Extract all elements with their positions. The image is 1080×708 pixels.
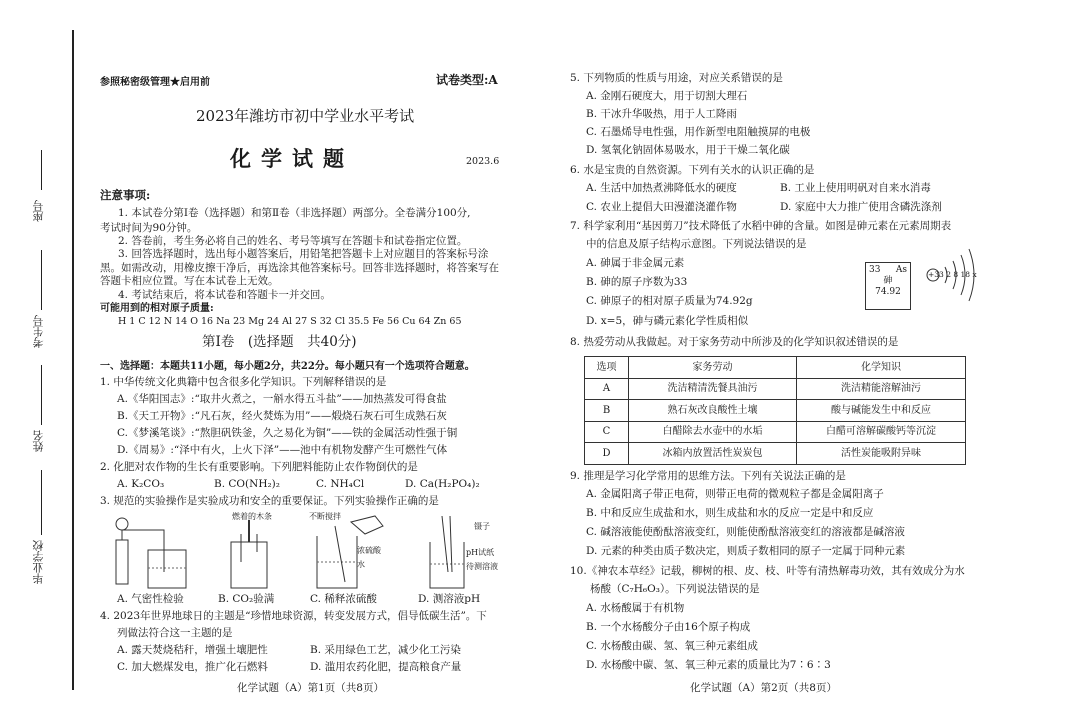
q4-stem-2: 列做法符合这一主题的是: [117, 627, 233, 639]
school-label: 毕业学校: [32, 540, 45, 584]
q9-option-b: B. 中和反应生成盐和水，则生成盐和水的反应一定是中和反应: [586, 507, 874, 519]
table-header: 家务劳动: [629, 357, 797, 379]
q7-stem-2: 中的信息及原子结构示意图。下列说法错误的是: [586, 238, 807, 250]
exam-no-blank: [41, 250, 42, 310]
footer-page-2: 化学试题（A）第2页（共8页）: [690, 682, 837, 694]
table-cell: 白醋除去水壶中的水垢: [629, 421, 797, 443]
table-cell: 洗洁精清洗餐具油污: [629, 378, 797, 400]
table-cell: B: [585, 400, 629, 422]
table-cell: 洗洁精能溶解油污: [797, 378, 966, 400]
table-cell: 熟石灰改良酸性土壤: [629, 400, 797, 422]
periodic-cell-arsenic: [865, 262, 911, 310]
label-stir: 不断搅拌: [309, 512, 341, 521]
q5-option-d: D. 氢氧化钠固体易吸水，用于干燥二氧化碳: [586, 144, 790, 156]
table-cell: 酸与碱能发生中和反应: [797, 400, 966, 422]
section-title: 第Ⅰ卷 (选择题 共40分): [202, 334, 357, 350]
q5-option-a: A. 金刚石硬度大，用于切割大理石: [586, 90, 748, 102]
q7-option-c: C. 砷原子的相对原子质量为74.92g: [586, 295, 753, 307]
q1-stem: 1. 中华传统文化典籍中包含很多化学知识。下列解释错误的是: [100, 376, 387, 388]
q3-option-b: B. CO₂验满: [218, 593, 275, 605]
q8-stem: 8. 热爱劳动从我做起。对于家务劳动中所涉及的化学知识叙述错误的是: [570, 336, 899, 348]
mass-title: 可能用到的相对原子质量:: [100, 303, 214, 314]
q10-option-c: C. 水杨酸由碳、氢、氧三种元素组成: [586, 640, 758, 652]
note-3b: 黑。如需改动，用橡皮擦干净后，再选涂其他答案标号。回答非选择题时，将答案写在: [100, 262, 499, 274]
table-cell: 冰箱内放置活性炭炭包: [629, 443, 797, 465]
cell-atomic-number: 33: [869, 265, 881, 275]
q5-option-c: C. 石墨烯导电性强，用作新型电阻触摸屏的电极: [586, 126, 811, 138]
secret-label: 参照秘密级管理★启用前: [100, 77, 210, 88]
name-label: 姓名: [32, 430, 45, 452]
table-header: 化学知识: [797, 357, 966, 379]
q7-option-b: B. 砷的原子序数为33: [586, 276, 688, 288]
exam-no-label: 考生号: [32, 315, 45, 348]
q4-option-c: C. 加大燃煤发电，推广化石燃料: [117, 661, 268, 673]
note-1b: 考试时间为90分钟。: [100, 222, 198, 234]
q6-stem: 6. 水是宝贵的自然资源。下列有关水的认识正确的是: [570, 164, 815, 176]
atomic-masses: H 1 C 12 N 14 O 16 Na 23 Mg 24 Al 27 S 32 Cl 35.5 Fe 56 Cu 64 Zn 65: [118, 316, 462, 327]
q2-option-a: A. K₂CO₃: [117, 478, 165, 490]
q9-option-a: A. 金属阳离子带正电荷，则带正电荷的微观粒子都是金属阳离子: [586, 488, 884, 500]
label-burning-stick: 燃着的木条: [232, 512, 272, 521]
q9-option-c: C. 碱溶液能使酚酞溶液变红，则能使酚酞溶液变红的溶液都是碱溶液: [586, 526, 905, 538]
cell-element-name: 砷: [883, 275, 893, 286]
q3-option-c: C. 稀释浓硫酸: [310, 593, 377, 605]
label-test-solution: 待测溶液: [466, 562, 498, 571]
q2-option-c: C. NH₄Cl: [316, 478, 365, 490]
q7-stem-1: 7. 科学家利用“基因剪刀”技术降低了水稻中砷的含量。如图是砷元素在元素周期表: [570, 220, 952, 232]
table-row: [585, 443, 966, 465]
q10-stem-2: 杨酸（C₇H₆O₃）。下列说法错误的是: [590, 583, 760, 595]
q5-stem: 5. 下列物质的性质与用途，对应关系错误的是: [570, 72, 783, 84]
footer-page-1: 化学试题（A）第1页（共8页）: [237, 682, 384, 694]
q4-option-d: D. 滥用农药化肥，提高粮食产量: [310, 661, 462, 673]
label-tweezers: 镊子: [474, 522, 490, 531]
q2-option-b: B. CO(NH₂)₂: [214, 478, 280, 490]
table-cell: D: [585, 443, 629, 465]
q3-stem: 3. 规范的实验操作是实验成功和安全的重要保证。下列实验操作正确的是: [100, 495, 439, 507]
q3-option-d: D. 测溶液pH: [418, 593, 481, 605]
label-conc-acid: 浓硫酸: [357, 546, 381, 555]
table-cell: C: [585, 421, 629, 443]
q10-option-d: D. 水杨酸中碳、氢、氧三种元素的质量比为7∶6∶3: [586, 659, 831, 671]
table-cell: A: [585, 378, 629, 400]
note-3c: 答题卡相应位置。写在本试卷上无效。: [100, 275, 279, 287]
q4-option-a: A. 露天焚烧秸秆，增强土壤肥性: [117, 644, 268, 656]
q1-option-c: C.《梦溪笔谈》:“熬胆矾铁釜，久之易化为铜”——铁的金属活动性强于铜: [117, 427, 458, 439]
q1-option-a: A.《华阳国志》:“取井火煮之，一斛水得五斗盐”——加热蒸发可得食盐: [117, 393, 447, 405]
name-blank: [41, 365, 42, 425]
q5-option-b: B. 干冰升华吸热，用于人工降雨: [586, 108, 737, 120]
table-cell: 活性炭能吸附异味: [797, 443, 966, 465]
table-header-row: [585, 357, 966, 379]
q6-option-b: B. 工业上使用明矾对自来水消毒: [780, 182, 931, 194]
q1-option-b: B.《天工开物》:“凡石灰，经火焚炼为用”——煅烧石灰石可生成熟石灰: [117, 410, 447, 422]
school-blank: [41, 470, 42, 535]
atom-structure-label: +33 2 8 18 x: [928, 270, 977, 279]
binding-line: [72, 30, 74, 690]
q6-option-c: C. 农业上提倡大田漫灌浇灌作物: [586, 201, 737, 213]
apparatus-dilute-acid: [305, 512, 395, 592]
q10-option-a: A. 水杨酸属于有机物: [586, 602, 685, 614]
q6-option-a: A. 生活中加热煮沸降低水的硬度: [586, 182, 737, 194]
q10-option-b: B. 一个水杨酸分子由16个原子构成: [586, 621, 751, 633]
part1-instructions: 一、选择题：本题共11小题，每小题2分，共22分。每小题只有一个选项符合题意。: [100, 361, 475, 372]
label-water: 水: [357, 560, 365, 569]
exam-date: 2023.6: [466, 156, 500, 167]
note-4: 4. 考试结束后，将本试卷和答题卡一并交回。: [118, 289, 331, 301]
subject-title: 化学试题: [230, 146, 354, 171]
label-ph-paper: pH试纸: [466, 548, 495, 557]
q9-option-d: D. 元素的种类由质子数决定，则质子数相同的原子一定属于同种元素: [586, 545, 906, 557]
note-1a: 1. 本试卷分第Ⅰ卷（选择题）和第Ⅱ卷（非选择题）两部分。全卷满分100分,: [118, 207, 471, 219]
q8-table: [584, 356, 966, 465]
q7-option-d: D. x=5，砷与磷元素化学性质相似: [586, 315, 749, 327]
q3-option-a: A. 气密性检验: [117, 593, 184, 605]
q2-option-d: D. Ca(H₂PO₄)₂: [405, 478, 480, 490]
q7-option-a: A. 砷属于非金属元素: [586, 257, 685, 269]
seat-label: 座号: [32, 200, 45, 222]
cell-atomic-mass: 74.92: [875, 286, 901, 297]
q2-stem: 2. 化肥对农作物的生长有重要影响。下列肥料能防止农作物倒伏的是: [100, 461, 418, 473]
q10-stem-1: 10.《神农本草经》记载，柳树的根、皮、枝、叶等有清热解毒功效，其有效成分为水: [570, 565, 965, 577]
note-3a: 3. 回答选择题时，选出每小题答案后，用铅笔把答题卡上对应题目的答案标号涂: [118, 248, 489, 260]
q1-option-d: D.《周易》:“泽中有火，上火下泽”——池中有机物发酵产生可燃性气体: [117, 444, 448, 456]
table-cell: 白醋可溶解碳酸钙等沉淀: [797, 421, 966, 443]
cell-symbol: As: [895, 265, 907, 275]
exam-title: 2023年潍坊市初中学业水平考试: [196, 107, 415, 125]
q4-stem-1: 4. 2023年世界地球日的主题是“珍惜地球资源，转变发展方式，倡导低碳生活”。下: [100, 610, 487, 622]
notes-title: 注意事项:: [100, 188, 151, 202]
table-row: [585, 378, 966, 400]
apparatus-co2-check: [215, 512, 285, 592]
paper-type: 试卷类型:A: [436, 73, 498, 87]
q6-option-d: D. 家庭中大力推广使用含磷洗涤剂: [780, 201, 942, 213]
table-row: [585, 400, 966, 422]
apparatus-airtight-check: [108, 512, 198, 592]
note-2: 2. 答卷前，考生务必将自己的姓名、考号等填写在答题卡和试卷指定位置。: [118, 235, 468, 247]
seat-blank: [41, 150, 42, 190]
q4-option-b: B. 采用绿色工艺，减少化工污染: [310, 644, 461, 656]
table-header: 选项: [585, 357, 629, 379]
q9-stem: 9. 推理是学习化学常用的思维方法。下列有关说法正确的是: [570, 470, 846, 482]
table-row: [585, 421, 966, 443]
binding-fields: [30, 150, 52, 630]
